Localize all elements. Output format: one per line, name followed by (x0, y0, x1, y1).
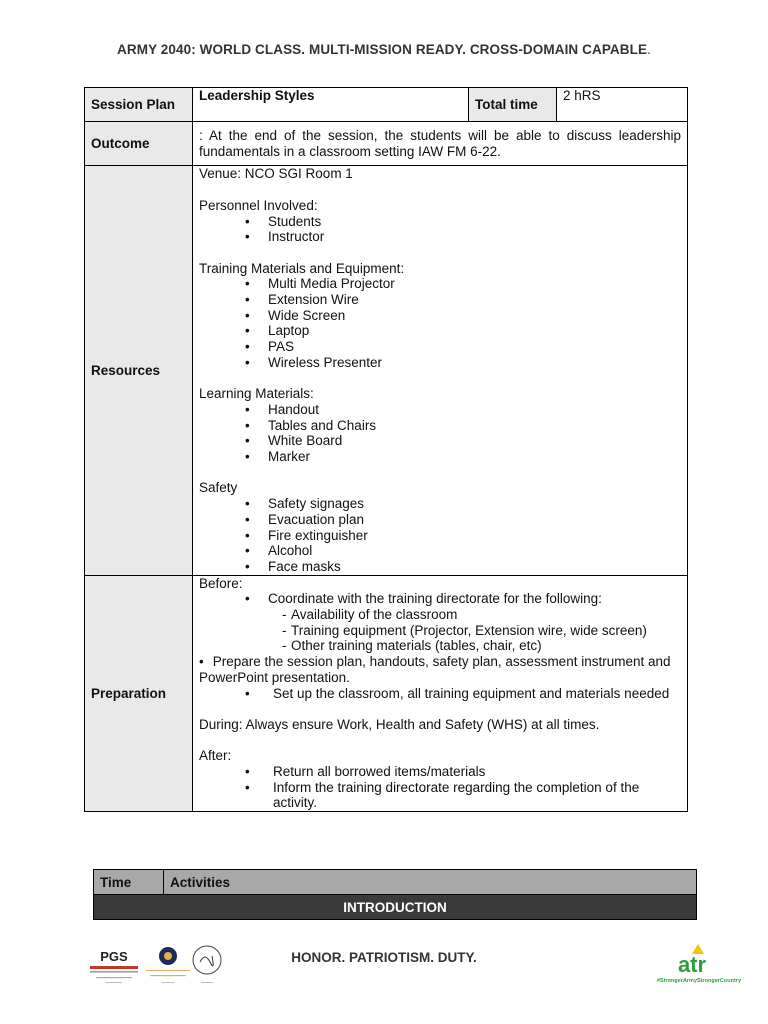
before-setup-list (199, 686, 681, 702)
pgs-logo-text: PGS (100, 949, 128, 964)
learning-materials-title: Learning Materials: (199, 386, 314, 402)
activities-header-row (94, 870, 697, 895)
list-item: • Fire extinguisher (245, 528, 681, 544)
list-item: • Students (245, 214, 681, 230)
list-item: - Training equipment (Projector, Extension wire, wide screen) (282, 623, 681, 639)
personnel-list (199, 214, 681, 245)
activities-table (93, 869, 697, 920)
list-item: • PAS (245, 339, 681, 355)
safety-list (199, 496, 681, 575)
list-item: • Wireless Presenter (245, 355, 681, 371)
before-title: Before: (199, 575, 243, 591)
atr-logo (648, 942, 750, 988)
outcome-row (85, 122, 688, 166)
list-item: • Inform the training directorate regarding the completion of the activity. (245, 780, 681, 811)
before-list (199, 591, 681, 607)
list-item: • Tables and Chairs (245, 418, 681, 434)
during-text: During: Always ensure Work, Health and Safety (WHS) at all times. (199, 716, 600, 732)
footer-motto: HONOR. PATRIOTISM. DUTY. (291, 950, 477, 965)
after-list (199, 764, 681, 811)
list-item: • Laptop (245, 323, 681, 339)
preparation-content (193, 575, 688, 812)
personnel-title: Personnel Involved: (199, 197, 318, 213)
list-item: • Wide Screen (245, 308, 681, 324)
activities-header: Activities (164, 870, 697, 895)
training-materials-list (199, 276, 681, 370)
atr-logo-graphic (648, 942, 750, 988)
before-sub-list (199, 607, 681, 654)
before-prepare: • Prepare the session plan, handouts, safety plan, assessment instrument and PowerPoint presentation. (199, 654, 681, 685)
list-item: • Multi Media Projector (245, 276, 681, 292)
introduction-title: INTRODUCTION (94, 895, 697, 920)
total-time-value: 2 hRS (557, 88, 688, 122)
outcome-text: : At the end of the session, the students will be able to discuss leadership fundamentals in a classroom setting IAW FM 6-22. (193, 122, 688, 166)
list-item: • Safety signages (245, 496, 681, 512)
list-item: • Face masks (245, 559, 681, 575)
preparation-label: Preparation (85, 575, 193, 812)
after-title: After: (199, 748, 232, 764)
list-item: • Handout (245, 402, 681, 418)
session-plan-value: Leadership Styles (193, 88, 469, 122)
resources-content (193, 166, 688, 575)
list-item: • Evacuation plan (245, 512, 681, 528)
introduction-row (94, 895, 697, 920)
atr-logo-text: atr (677, 952, 707, 977)
outcome-label: Outcome (85, 122, 193, 166)
list-item: • Extension Wire (245, 292, 681, 308)
learning-materials-list (199, 402, 681, 465)
list-item: • White Board (245, 433, 681, 449)
list-item: • Coordinate with the training directorate for the following: (245, 591, 681, 607)
list-item: - Other training materials (tables, chair, etc) (282, 638, 681, 654)
list-item: • Marker (245, 449, 681, 465)
list-item: - Availability of the classroom (282, 607, 681, 623)
venue: Venue: NCO SGI Room 1 (199, 166, 353, 182)
training-materials-title: Training Materials and Equipment: (199, 260, 405, 276)
page-header-motto: ARMY 2040: WORLD CLASS. MULTI-MISSION READY. CROSS-DOMAIN CAPABLE. (117, 42, 651, 57)
session-plan-row (85, 88, 688, 122)
list-item: • Instructor (245, 229, 681, 245)
list-item: • Alcohol (245, 543, 681, 559)
list-item: • Set up the classroom, all training equipment and materials needed (245, 686, 681, 702)
safety-title: Safety (199, 480, 238, 496)
resources-label: Resources (85, 166, 193, 575)
list-item: • Return all borrowed items/materials (245, 764, 681, 780)
resources-row (85, 166, 688, 575)
session-plan-table (84, 87, 688, 812)
session-plan-label: Session Plan (85, 88, 193, 122)
total-time-label: Total time (469, 88, 557, 122)
time-header: Time (94, 870, 164, 895)
atr-hashtag: #StrongerArmyStrongerCountry (656, 978, 742, 984)
preparation-row (85, 575, 688, 812)
